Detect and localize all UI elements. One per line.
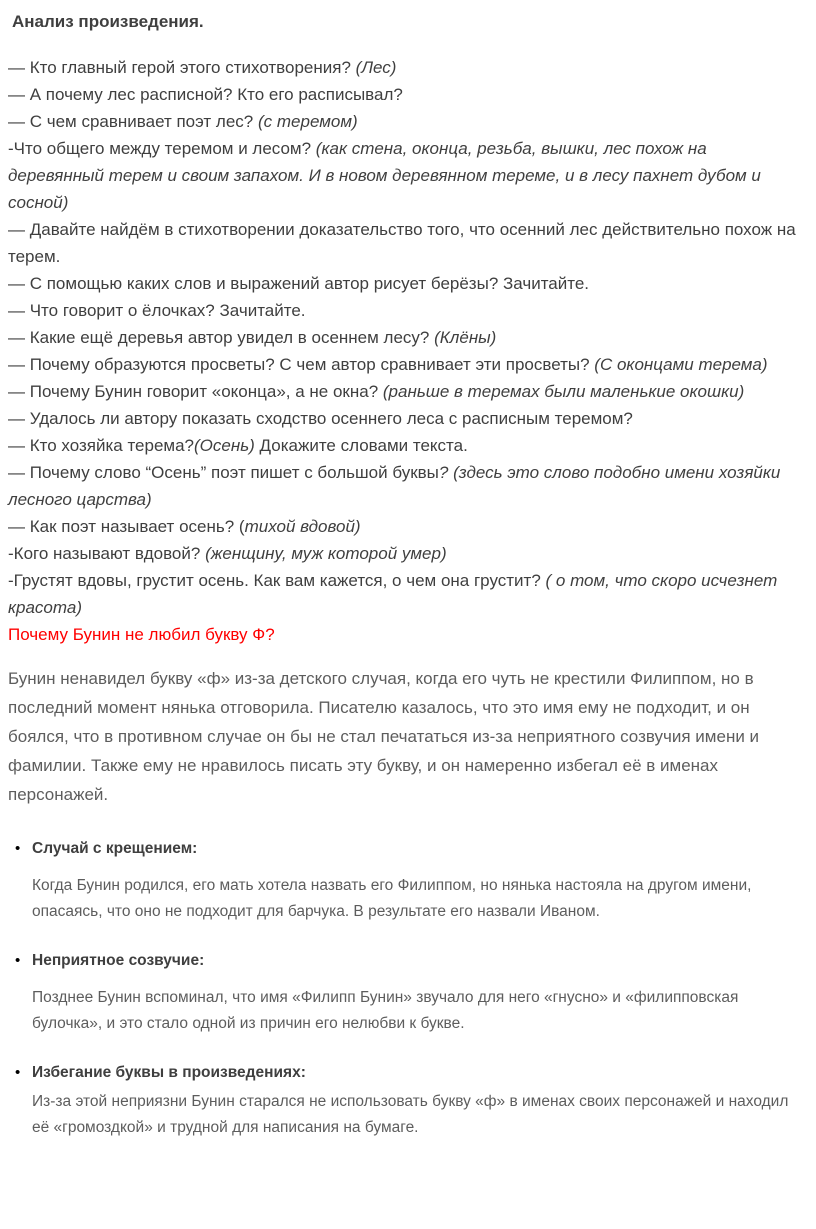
qa-answer-italic: (С оконцами терема) bbox=[594, 355, 768, 374]
qa-list bbox=[8, 54, 806, 621]
intro-paragraph: Бунин ненавидел букву «ф» из-за детского случая, когда его чуть не крестили Филиппом, но в последний момент нянька отговорила. Писателю казалось, что это имя ему не подходит, и он боялся, что в противном случае он бы не стал печататься из-за неприятного созвучия имени и фамилии. Также ему не нравилось писать эту букву, и он намеренно избегал её в именах персонажей. bbox=[8, 669, 760, 804]
qa-question-text: — Почему Бунин говорит «оконца», а не окна? bbox=[8, 382, 383, 401]
qa-question-text: -Что общего между теремом и лесом? bbox=[8, 139, 316, 158]
qa-line bbox=[8, 405, 806, 432]
qa-line bbox=[8, 54, 806, 81]
qa-question-text: -Грустят вдовы, грустит осень. Как вам кажется, о чем она грустит? bbox=[8, 571, 546, 590]
bullet-body: Когда Бунин родился, его мать хотела назвать его Филиппом, но нянька настояла на другом имени, опасаясь, что оно не подходит для барчука. В результате его назвали Иваном. bbox=[32, 877, 752, 920]
qa-answer-italic: (Осень) bbox=[194, 436, 255, 455]
red-question-heading: Почему Бунин не любил букву Ф? bbox=[8, 625, 275, 644]
qa-question-text: — С чем сравнивает поэт лес? bbox=[8, 112, 258, 131]
bullet-item bbox=[8, 837, 806, 925]
qa-answer-italic: тихой вдовой) bbox=[244, 517, 361, 536]
qa-line bbox=[8, 108, 806, 135]
qa-question-text: — Кто хозяйка терема? bbox=[8, 436, 195, 455]
bullet-heading: • Избегание буквы в произведениях: bbox=[32, 1064, 306, 1081]
qa-answer-italic: (с теремом) bbox=[258, 112, 358, 131]
qa-line bbox=[8, 513, 806, 540]
qa-line bbox=[8, 459, 806, 513]
qa-question-text: — Давайте найдём в стихотворении доказательство того, что осенний лес действительно похож на терем. bbox=[8, 220, 796, 266]
qa-question-text: — Как поэт называет осень? ( bbox=[8, 517, 245, 536]
bullet-heading: • Случай с крещением: bbox=[32, 840, 198, 857]
bullet-list bbox=[8, 837, 806, 1141]
qa-question-text: -Кого называют вдовой? bbox=[8, 544, 206, 563]
qa-question-text: — Удалось ли автору показать сходство осеннего леса с расписным теремом? bbox=[8, 409, 633, 428]
qa-answer-italic: ( о том, что скоро исчезнет красота) bbox=[8, 571, 778, 617]
qa-line bbox=[8, 81, 806, 108]
qa-question-text: — С помощью каких слов и выражений автор рисует берёзы? Зачитайте. bbox=[8, 274, 590, 293]
qa-question-text: Докажите словами текста. bbox=[254, 436, 468, 455]
qa-question-text: — Что говорит о ёлочках? Зачитайте. bbox=[8, 301, 306, 320]
qa-question-text: — Почему образуются просветы? С чем автор сравнивает эти просветы? bbox=[8, 355, 595, 374]
qa-answer-italic: (как стена, оконца, резьба, вышки, лес похож на деревянный терем и своим запахом. И в новом деревянном тереме, и в лесу пахнет дубом и сосной) bbox=[8, 139, 761, 212]
qa-question-text: — Какие ещё деревья автор увидел в осеннем лесу? bbox=[8, 328, 435, 347]
qa-line bbox=[8, 378, 806, 405]
qa-line bbox=[8, 270, 806, 297]
qa-answer-italic: (женщину, муж которой умер) bbox=[205, 544, 447, 563]
bullet-body: Из-за этой неприязни Бунин старался не использовать букву «ф» в именах своих персонажей и находил её «громоздкой» и трудной для написания на бумаге. bbox=[32, 1093, 789, 1136]
bullet-heading: • Неприятное созвучие: bbox=[32, 952, 205, 969]
qa-answer-italic: (раньше в теремах были маленькие окошки) bbox=[382, 382, 745, 401]
qa-answer-italic: ? (здесь это слово подобно имени хозяйки лесного царства) bbox=[8, 463, 781, 509]
qa-question-text: — Почему слово “Осень” поэт пишет с большой буквы bbox=[8, 463, 439, 482]
qa-line bbox=[8, 324, 806, 351]
qa-line bbox=[8, 567, 806, 621]
bullet-item bbox=[8, 1061, 806, 1141]
qa-line bbox=[8, 432, 806, 459]
qa-line bbox=[8, 351, 806, 378]
qa-line bbox=[8, 135, 806, 216]
qa-answer-italic: (Клёны) bbox=[434, 328, 497, 347]
qa-line bbox=[8, 216, 806, 270]
qa-line bbox=[8, 297, 806, 324]
qa-line bbox=[8, 540, 806, 567]
bullet-body: Позднее Бунин вспоминал, что имя «Филипп Бунин» звучало для него «гнусно» и «филипповская булочка», и это стало одной из причин его нелюбви к букве. bbox=[32, 989, 739, 1032]
bullet-item bbox=[8, 949, 806, 1037]
page-title: Анализ произведения. bbox=[12, 12, 204, 31]
qa-answer-italic: (Лес) bbox=[355, 58, 397, 77]
qa-question-text: — А почему лес расписной? Кто его расписывал? bbox=[8, 85, 403, 104]
qa-question-text: — Кто главный герой этого стихотворения? bbox=[8, 58, 356, 77]
